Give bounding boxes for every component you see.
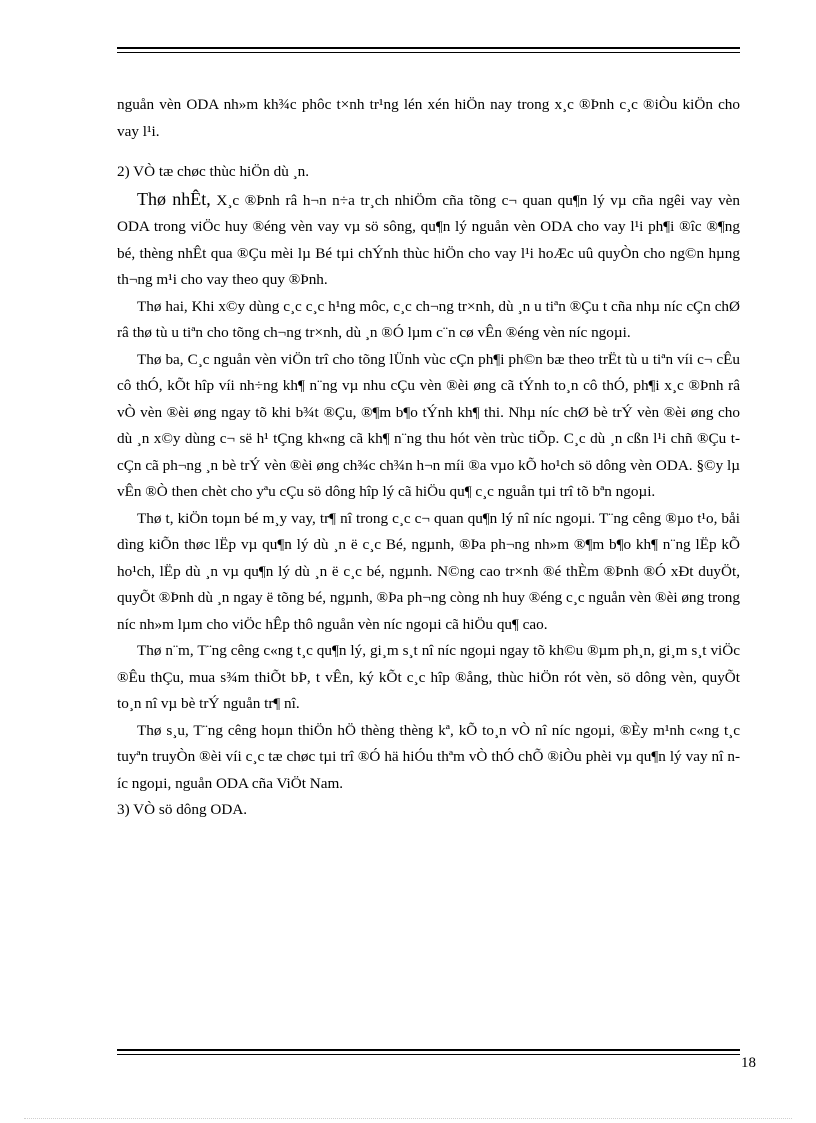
paragraph-text: nguån vèn ODA nh»m kh¾c phôc t×nh tr¹ng lén xén hiÖn nay trong x¸c ®Þnh c¸c ®iÒu kiÖn cho vay l¹i. xyxy=(117,96,740,140)
section-heading-text: 3) VÒ sö dông ODA. xyxy=(117,801,248,818)
paragraph-text: X¸c ®Þnh râ h¬n n÷a tr¸ch nhiÖm cña tõng c¬ quan qu¶n lý vµ cña ngêi vay vèn ODA trong viÖc huy ®éng vèn vay vµ sö sông, qu¶n lý nguån vèn ODA cho vay l¹i ph¶i ®îc ®¶ng bé, thèng nhÊt qua ®Çu mèi lµ Bé tµi chÝnh thùc hiÖn cho vay l¹i hoÆc uû quyÒn cho ng©n hµng th¬ng m¹i cho vay theo quy ®Þnh. xyxy=(117,191,740,288)
paragraph-second xyxy=(117,294,740,347)
paragraph-fifth xyxy=(117,638,740,718)
paragraph-lead: Thø nhÊt, xyxy=(137,188,211,209)
header-rule xyxy=(117,47,740,53)
section-heading-2 xyxy=(117,159,740,186)
paragraph-text: Thø t, kiÖn toµn bé m¸y vay, tr¶ nî trong c¸c c¬ quan qu¶n lý nî níc ngoµi. T¨ng cêng ®µo t¹o, båi dìng kiÕn thøc lËp vµ qu¶n lý dù ¸n ë c¸c Bé, ngµnh, ®Þa ph¬ng nh»m ®¶m b¶o kh¶ n¨ng lËp kÕ ho¹ch, lËp dù ¸n vµ qu¶n lý dù ¸n ë c¸c bé, ngµnh. N©ng cao tr×nh ®é thÈm ®Þnh ®Ó xÐt duyÖt, quyÕt ®Þnh dù ¸n ngay ë tõng bé, ngµnh, ®Þa ph¬ng còng nh huy ®éng c¸c nguån vèn ®èi øng trong níc nh»m lµm cho viÖc hÊp thô nguån vèn níc ngoµi cã hiÖu qu¶ cao. xyxy=(117,509,740,633)
paragraph-text: Thø hai, Khi x©y dùng c¸c c¸c h¹ng môc, c¸c ch¬ng tr×nh, dù ¸n u tiªn ®Çu t cña nhµ níc cÇn chØ râ thø tù u tiªn cho tõng ch¬ng tr×nh, dù ¸n ®Ó lµm c¨n cø vÊn ®éng vèn níc ngoµi. xyxy=(117,297,740,341)
footer-rule xyxy=(117,1049,740,1055)
paragraph-text: Thø s¸u, T¨ng cêng hoµn thiÖn hÖ thèng thèng kª, kÕ to¸n vÒ nî níc ngoµi, ®Èy m¹nh c«ng t¸c tuyªn truyÒn ®èi víi c¸c tæ chøc tµi trî ®Ó hä hiÓu thªm vÒ thÓ chÕ ®iÒu phèi vµ qu¶n lý vay nî níc ngoµi, nguån ODA cña ViÖt Nam. xyxy=(117,721,740,792)
paragraph-first xyxy=(117,186,740,294)
paragraph-text: Thø n¨m, T¨ng cêng c«ng t¸c qu¶n lý, gi¸m s¸t nî níc ngoµi ngay tõ kh©u ®µm ph¸n, gi¸m s¸t viÖc ®Êu thÇu, mua s¾m thiÕt bÞ, t vÊn, ký kÕt c¸c hîp ®ång, thùc hiÖn rót vèn, sö dông vèn, quyÕt to¸n nî vµ bè trÝ nguån tr¶ nî. xyxy=(117,642,740,712)
section-heading-text: 2) VÒ tæ chøc thùc hiÖn dù ¸n. xyxy=(117,163,310,180)
page-body xyxy=(117,92,740,824)
paragraph-sixth xyxy=(117,718,740,798)
paragraph-third xyxy=(117,347,740,506)
section-heading-3 xyxy=(117,797,740,824)
page-number: 18 xyxy=(741,1055,756,1071)
paragraph-fourth xyxy=(117,506,740,639)
page-edge-divider xyxy=(24,1118,792,1119)
paragraph-0 xyxy=(117,92,740,145)
paragraph-text: Thø ba, C¸c nguån vèn viÖn trî cho tõng lÜnh vùc cÇn ph¶i ph©n bæ theo trËt tù u tiªn víi c¬ cÊu cô thÓ, kÕt hîp víi nh÷ng kh¶ n¨ng vµ nhu cÇu vèn ®èi øng cã tÝnh to¸n cô thÓ, ph¶i x¸c ®Þnh râ vÒ vèn ®èi øng ngay tõ khi b¾t ®Çu, ®¶m b¶o tÝnh kh¶ thi. Nhµ níc chØ bè trÝ vèn ®èi øng cho dù ¸n x©y dùng c¬ së h¹ tÇng kh«ng cã kh¶ n¨ng thu hót vèn trùc tiÕp. C¸c dù ¸n cßn l¹i chñ ®Çu t cÇn cã ph¬ng ¸n bè trÝ vèn ®èi øng ch¾c ch¾n h¬n míi ®a vµo kÕ ho¹ch sö dông vèn ODA. §©y lµ vÊn ®Ò then chèt cho yªu cÇu sö dông hîp lý cã hiÖu qu¶ c¸c nguån tµi trî tõ bªn ngoµi. xyxy=(117,350,740,500)
